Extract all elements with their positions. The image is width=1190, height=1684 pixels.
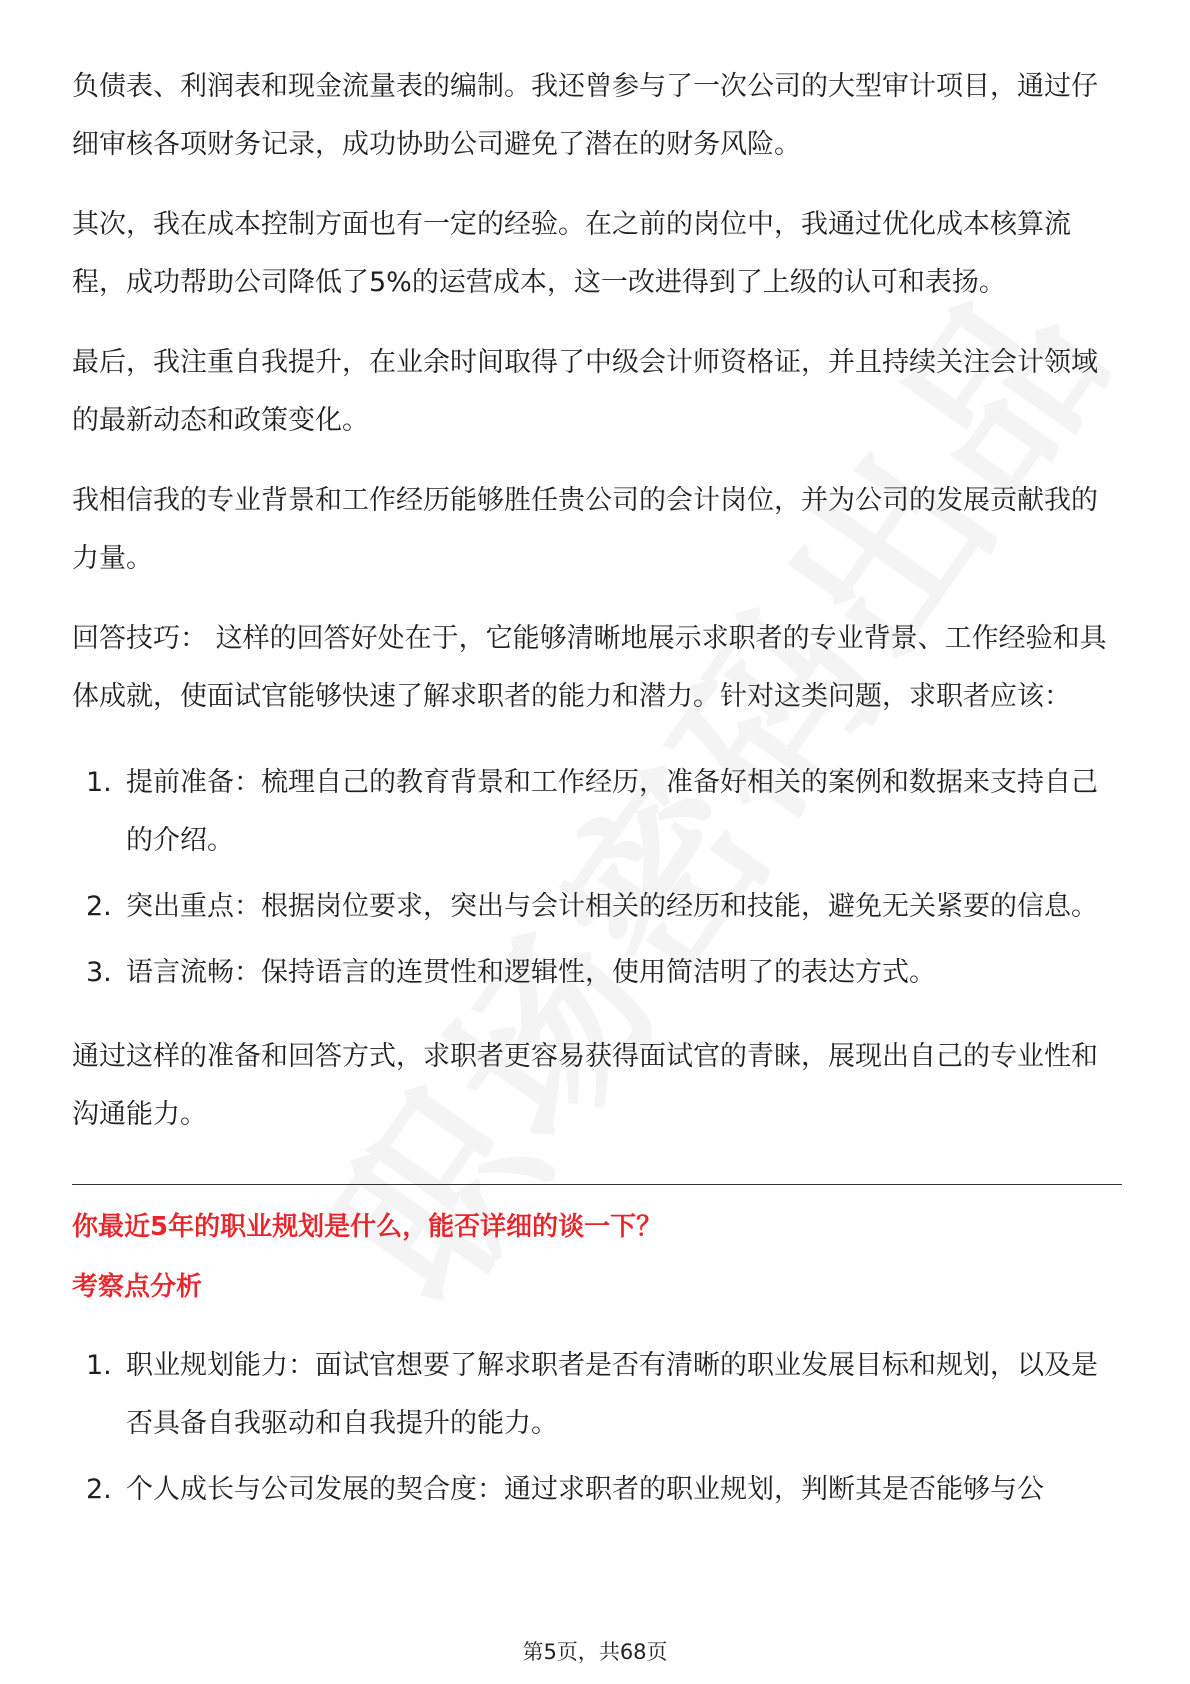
- document-page: [72, 58, 1122, 1545]
- list-item: [72, 1337, 1122, 1453]
- question-subtitle: 考察点分析: [72, 1272, 203, 1302]
- question-title: 你最近5年的职业规划是什么，能否详细的谈一下？: [72, 1212, 663, 1242]
- list-item: [72, 754, 1122, 870]
- list-item-number: 3.: [86, 957, 112, 988]
- list-item: [72, 944, 1122, 1002]
- list-item-number: 2.: [86, 891, 112, 922]
- page-footer: 第5页，共68页: [522, 1640, 668, 1664]
- list-item: [72, 1461, 1122, 1519]
- paragraph-1: 负债表、利润表和现金流量表的编制。我还曾参与了一次公司的大型审计项目，通过仔细审核各项财务记录，成功协助公司避免了潜在的财务风险。: [72, 71, 1098, 160]
- paragraph-answer-tips: 回答技巧： 这样的回答好处在于，它能够清晰地展示求职者的专业背景、工作经验和具体成就，使面试官能够快速了解求职者的能力和潜力。针对这类问题，求职者应该：: [72, 623, 1107, 712]
- list-item-number: 2.: [86, 1474, 112, 1505]
- list-item: [72, 878, 1122, 936]
- section-divider: [72, 1184, 1122, 1185]
- closing-paragraph: 通过这样的准备和回答方式，求职者更容易获得面试官的青睐，展现出自己的专业性和沟通能力。: [72, 1041, 1098, 1130]
- list-item-text: 突出重点：根据岗位要求，突出与会计相关的经历和技能，避免无关紧要的信息。: [126, 891, 1098, 922]
- list-item-text: 职业规划能力：面试官想要了解求职者是否有清晰的职业发展目标和规划，以及是否具备自我驱动和自我提升的能力。: [126, 1350, 1098, 1439]
- list-item-number: 1.: [86, 1350, 112, 1381]
- tips-list: [72, 754, 1122, 1002]
- list-item-text: 个人成长与公司发展的契合度：通过求职者的职业规划，判断其是否能够与公: [126, 1474, 1044, 1505]
- paragraph-2: 其次，我在成本控制方面也有一定的经验。在之前的岗位中，我通过优化成本核算流程，成功帮助公司降低了5%的运营成本，这一改进得到了上级的认可和表扬。: [72, 209, 1071, 298]
- paragraph-3: 最后，我注重自我提升，在业余时间取得了中级会计师资格证，并且持续关注会计领域的最新动态和政策变化。: [72, 347, 1098, 436]
- analysis-list: [72, 1337, 1122, 1519]
- list-item-text: 提前准备：梳理自己的教育背景和工作经历，准备好相关的案例和数据来支持自己的介绍。: [126, 767, 1098, 856]
- list-item-number: 1.: [86, 767, 112, 798]
- paragraph-4: 我相信我的专业背景和工作经历能够胜任贵公司的会计岗位，并为公司的发展贡献我的力量。: [72, 485, 1098, 574]
- list-item-text: 语言流畅：保持语言的连贯性和逻辑性，使用简洁明了的表达方式。: [126, 957, 936, 988]
